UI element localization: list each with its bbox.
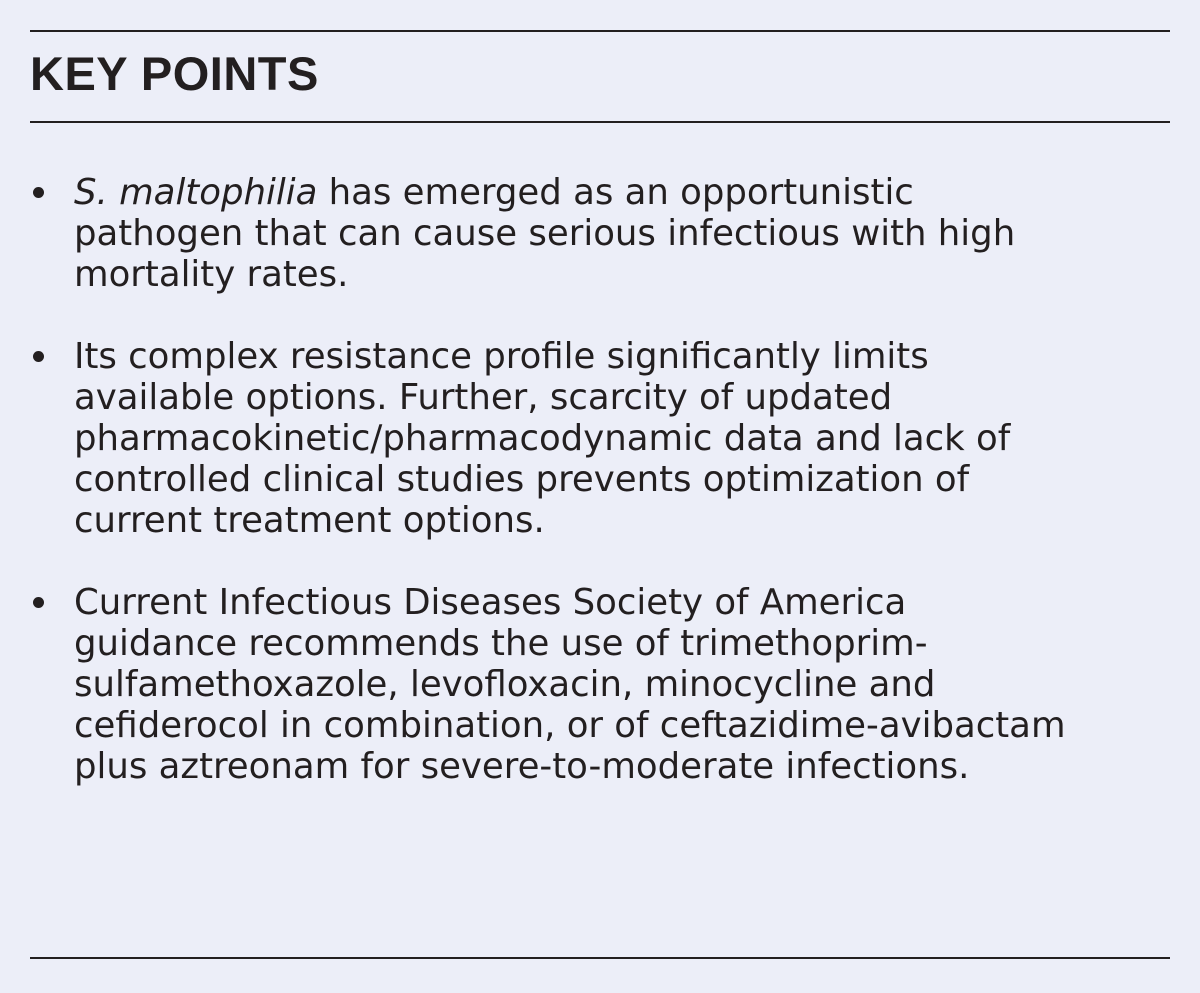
point-line: pathogen that can cause serious infectious with high xyxy=(74,213,1016,254)
key-point-2 xyxy=(30,336,1170,541)
point-line: mortality rates. xyxy=(74,254,349,295)
point-line: cefiderocol in combination, or of ceftazidime-avibactam xyxy=(74,705,1066,746)
point-text: has emerged as an opportunistic xyxy=(317,172,914,213)
point-line: sulfamethoxazole, levofloxacin, minocycline and xyxy=(74,664,936,705)
bullet-icon xyxy=(33,351,44,362)
point-line: Current Infectious Diseases Society of America xyxy=(74,582,907,623)
point-line: controlled clinical studies prevents optimization of xyxy=(74,459,970,500)
key-point-3 xyxy=(30,582,1170,787)
point-line: current treatment options. xyxy=(74,500,545,541)
top-rule xyxy=(30,30,1170,32)
key-points-heading: KEY POINTS xyxy=(30,47,319,100)
bullet-icon xyxy=(33,597,44,608)
key-point-1 xyxy=(30,172,1170,295)
heading-rule xyxy=(30,121,1170,123)
point-line xyxy=(74,172,1170,213)
bottom-rule xyxy=(30,957,1170,959)
point-line: plus aztreonam for severe-to-moderate infections. xyxy=(74,746,970,787)
point-line: available options. Further, scarcity of updated xyxy=(74,377,893,418)
point-line: Its complex resistance profile significantly limits xyxy=(74,336,929,377)
species-name: S. maltophilia xyxy=(74,172,318,213)
key-points-list xyxy=(30,172,1170,787)
point-line: guidance recommends the use of trimethoprim- xyxy=(74,623,928,664)
bullet-icon xyxy=(33,187,44,198)
point-line: pharmacokinetic/pharmacodynamic data and lack of xyxy=(74,418,1011,459)
